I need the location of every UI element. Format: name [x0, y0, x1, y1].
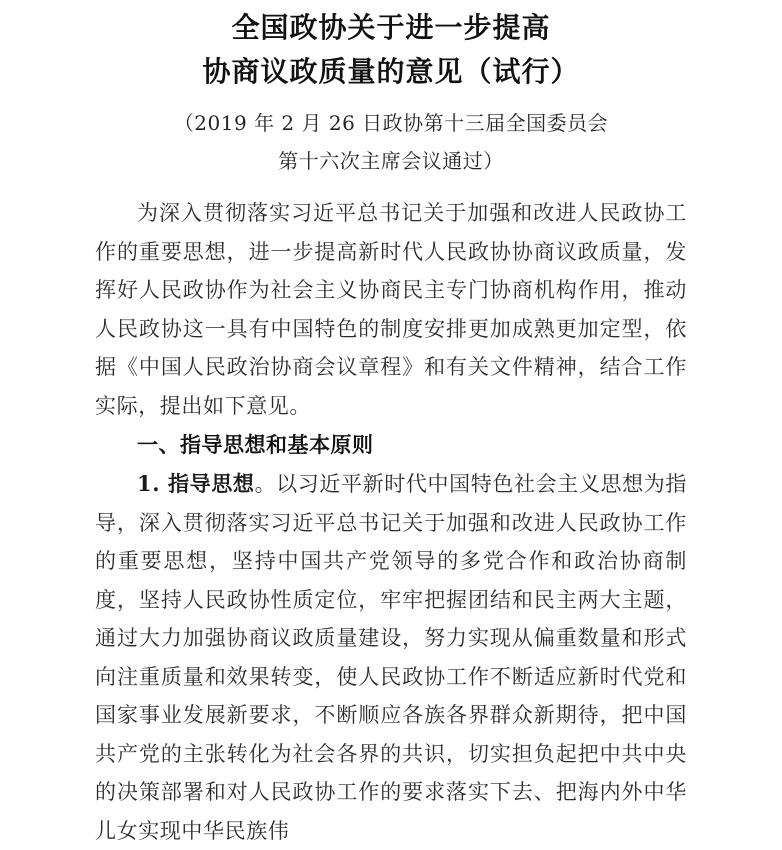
page-title [0, 0, 782, 94]
paragraph-item-1-text: 。以习近平新时代中国特色社会主义思想为指导，深入贯彻落实习近平总书记关于加强和改进人民政协工作的重要思想，坚持中国共产党领导的多党合作和政治协商制度，坚持人民政协性质定位，牢牢把握团结和民主两大主题，通过大力加强协商议政质量建设，努力实现从偏重数量和形式向注重质量和效果转变，使人民政协工作不断适应新时代党和国家事业发展新要求，不断顺应各族各界群众新期待，把中国共产党的主张转化为社会各界的共识，切实担负起把中共中央的决策部署和对人民政协工作的要求落实下去、把海内外中华儿女实现中华民族伟 [95, 472, 688, 843]
title-line-1: 全国政协关于进一步提高 [231, 11, 551, 44]
section-heading-1: 一、指导思想和基本原则 [137, 433, 374, 457]
document-body [95, 180, 687, 850]
subtitle-line-2: 第十六次主席会议通过） [278, 149, 504, 173]
document-subtitle [0, 104, 782, 180]
title-line-2: 协商议政质量的意见（试行） [202, 55, 580, 88]
paragraph-preamble [95, 194, 687, 425]
paragraph-item-1-lead: 1. 指导思想 [137, 471, 255, 496]
paragraph-item-1 [95, 465, 687, 850]
paragraph-preamble-text: 为深入贯彻落实习近平总书记关于加强和改进人民政协工作的重要思想，进一步提高新时代人民政协协商议政质量，发挥好人民政协作为社会主义协商民主专门协商机构作用，推动人民政协这一具有中国特色的制度安排更加成熟更加定型，依据《中国人民政治协商会议章程》和有关文件精神，结合工作实际，提出如下意见。 [95, 201, 687, 418]
subtitle-line-1: （2019 年 2 月 26 日政协第十三届全国委员会 [173, 111, 609, 135]
